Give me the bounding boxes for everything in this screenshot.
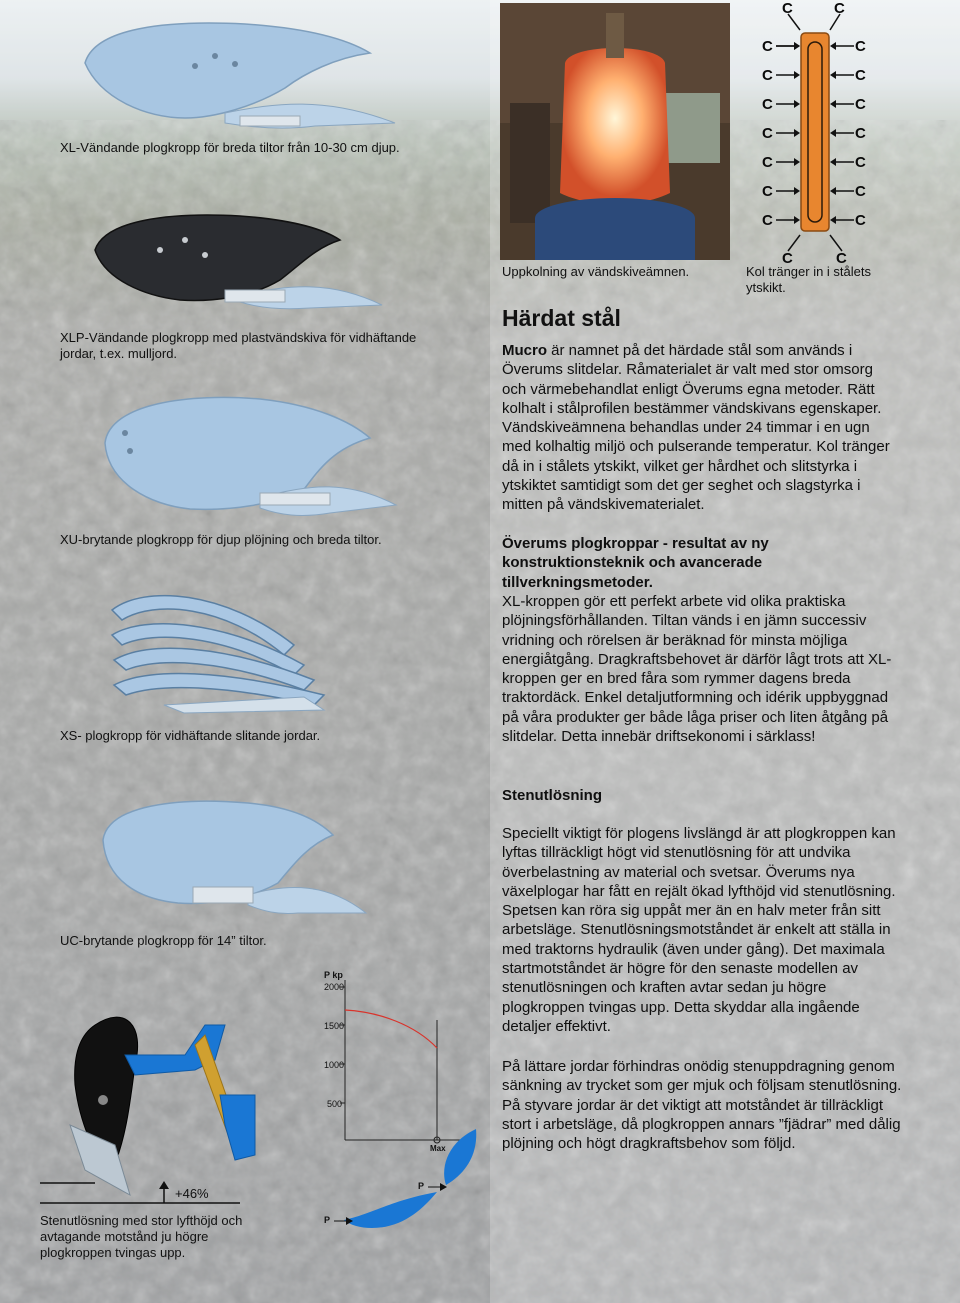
uc-plough-image [98,795,370,920]
xu-plough-image [100,393,400,528]
article-paragraph-3: Speciellt viktigt för plogens livslängd är att plogkroppen kan lyftas tillräckligt högt vid stenutlösning för att undvika överbelastning av material och svetsar. Överums nya växelplogar har fått en rejält ökad lyfthöjd vid stenutlösning. Spetsen kan röra sig uppåt mer än en halv meter från sitt arbetsläge. Stenutlösningsmotståndet är enkelt att ställa in med traktorns hydraulik (även under gång). Det maximala startmotståndet är högre för den senaste modellen av stenutlösningen och kraften avtar sedan ju högre plogkroppen tvingas upp. Detta skyddar alla ingående detaljer effektivt. [502,825,896,1035]
carbon-label: C [782,0,793,17]
graph-tick-500: 500 [327,1099,343,1109]
uc-caption: UC-brytande plogkropp för 14” tiltor. [60,933,267,948]
photo-caption: Uppkolning av vändskiveämnen. [502,264,690,279]
graph-share-icon-top [438,1127,480,1187]
carbon-arrows [760,0,870,270]
carbon-label: C [762,38,773,55]
carbon-label: C [855,183,866,200]
mucro-brand: Mucro [502,342,547,359]
carbon-label: C [762,183,773,200]
article-paragraph-2: XL-kroppen gör ett perfekt arbete vid olika praktiska plöjningsförhållanden. Tiltan vänds i en jämn successiv vridning och rörelsen är beräknad för minsta möjliga energiåtgång. Dragkraftsbehovet är därför lågt trots att XL-kroppen ger en bred fåra som rymmer dagens breda traktordäck. Enkel detaljutformning och idérik uppbyggnad på våra produkter ger både låga priser och liten åtgång på slitdelar. Detta innebär driftsekonomi i särklass! [502,593,892,746]
carbon-label: C [762,96,773,113]
carbon-label: C [762,67,773,84]
carbon-label: C [855,154,866,171]
carbon-label: C [855,38,866,55]
graph-share-icon-bottom [342,1190,442,1230]
article-subheading: Överums plogkroppar - resultat av ny konstruktionsteknik och avancerade tillverkningsmetoder. [502,535,769,591]
stone-release-heading: Stenutlösning [502,787,602,804]
diagram-caption: Kol tränger in i stålets ytskikt. [746,264,872,295]
article-paragraph-4: På lättare jordar förhindras onödig stenuppdragning genom sänkning av trycket som ger mjuk och följsam stenutlösning. På styvare jordar är det viktigt att motståndet är tillräckligt stort i arbetsläge, då plogkroppen annars ”fjädrar” med dålig plöjning och högt dragkraftsbehov som följd. [502,1058,902,1153]
carbon-label: C [855,125,866,142]
xlp-caption: XLP-Vändande plogkropp med plastvändskiva för vidhäftande jordar, t.ex. mulljord. [60,330,417,361]
carbon-label: C [855,67,866,84]
xs-plough-image [104,585,334,715]
carbon-label: C [782,250,793,267]
graph-tick-1000: 1000 [324,1060,345,1070]
carbon-label: C [762,154,773,171]
article-paragraph-1 [502,341,897,515]
graph-p-arrow-2 [334,1216,354,1226]
xl-plough-image [75,18,405,138]
carbon-label: C [762,212,773,229]
stone-caption: Stenutlösning med stor lyfthöjd och avtagande motstånd ju högre plogkroppen tvingas upp. [40,1213,243,1260]
carbon-label: C [834,0,845,17]
article-heading: Härdat stål [502,305,621,331]
xl-caption: XL-Vändande plogkropp för breda tiltor från 10-30 cm djup. [60,140,400,155]
furnace-photo [500,3,730,260]
lift-indicator [40,1175,240,1205]
xlp-plough-image [90,210,390,310]
graph-tick-1500: 1500 [324,1021,345,1031]
carbon-label: C [836,250,847,267]
graph-max-label: Max [430,1144,446,1153]
graph-p-label-1: P [418,1181,425,1191]
graph-tick-2000: 2000 [324,982,345,992]
xs-caption: XS- plogkropp för vidhäftande slitande jordar. [60,728,321,743]
paragraph-1-text: är namnet på det härdade stål som används i Överums slitdelar. Råmaterialet är valt med stor omsorg och värmebehandlat enligt Överums egna metoder. Rätt kolhalt i stålprofilen bestämmer vändskivans egenskaper. Vändskiveämnena behandlas under 24 timmar i en ugn med kolhaltig miljö och pulserande temperatur. Kol tränger då in i stålets ytskikt, vilket ger hårdhet och slitstyrka i ytskiktet samtidigt som det ger seghet och slagstyrka i mitten på vändskivematerialet. [502,342,890,514]
graph-p-label-2: P [324,1215,331,1225]
graph-ylabel: P kp [324,970,343,980]
carbon-label: C [762,125,773,142]
lift-label: +46% [175,1186,209,1201]
carbon-label: C [855,212,866,229]
xu-caption: XU-brytande plogkropp för djup plöjning och breda tiltor. [60,532,382,547]
carbon-label: C [855,96,866,113]
